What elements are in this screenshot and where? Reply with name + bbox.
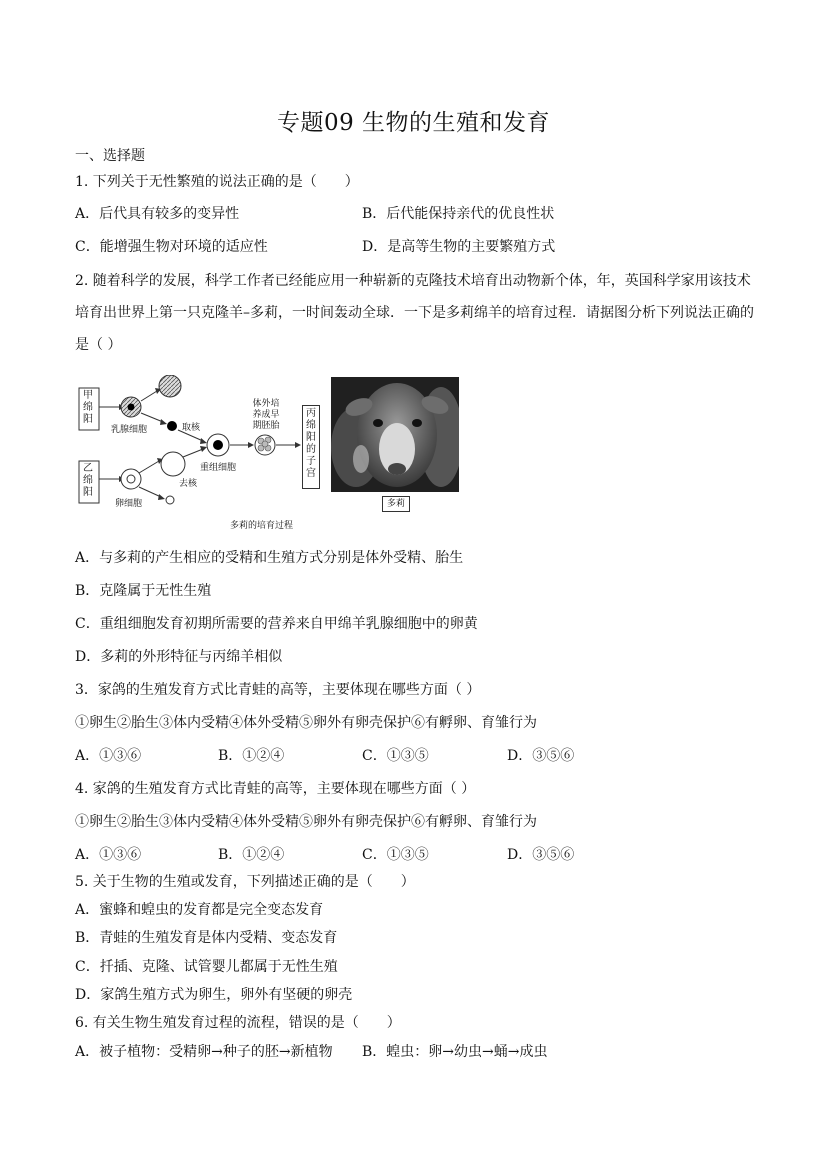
dolly-photo bbox=[331, 377, 459, 492]
q5-option-b: B．青蛙的生殖发育是体内受精、变态发育 bbox=[75, 930, 338, 946]
q6-option-a: A．被子植物：受精卵→种子的胚→新植物 bbox=[75, 1044, 333, 1060]
q3-option-c: C．①③⑤ bbox=[362, 748, 429, 764]
q6-stem: 6. 有关生物生殖发育过程的流程，错误的是（ ） bbox=[75, 1015, 401, 1031]
uterus-label: 丙绵阳的子宫 bbox=[302, 405, 320, 489]
recombined-label: 重组细胞 bbox=[200, 463, 237, 473]
enucleated-egg bbox=[161, 452, 185, 476]
figure-caption: 多莉的培育过程 bbox=[230, 521, 294, 531]
q1-option-d: D．是高等生物的主要繁殖方式 bbox=[362, 239, 556, 255]
q5-option-c: C．扦插、克隆、试管婴儿都属于无性生殖 bbox=[75, 959, 338, 975]
donor-nucleus bbox=[167, 421, 177, 431]
sheep-b-label: 乙绵阳 bbox=[83, 463, 93, 498]
q6-option-b: B．蝗虫：卵→幼虫→蛹→成虫 bbox=[362, 1044, 548, 1060]
q1-stem: 1. 下列关于无性繁殖的说法正确的是（ ） bbox=[75, 174, 359, 190]
q4-stem: 4. 家鸽的生殖发育方式比青蛙的高等，主要体现在哪些方面（ ） bbox=[75, 781, 476, 797]
q2-stem: 2. 随着科学的发展，科学工作者已经能应用一种崭新的克隆技术培育出动物新个体，年，英国科学家用该技术培育出世界上第一只克隆羊–多莉，一时间轰动全球．一下是多莉绵羊的培育过程．请据图分析下列说法正确的是（ ） bbox=[75, 273, 754, 353]
q4-option-d: D．③⑤⑥ bbox=[507, 847, 575, 863]
q2-option-b: B．克隆属于无性生殖 bbox=[75, 583, 212, 599]
culture-label: 体外培养成早期胚胎 bbox=[252, 399, 280, 431]
q3-option-a: A．①③⑥ bbox=[75, 748, 142, 764]
q3-items: ①卵生②胎生③体内受精④体外受精⑤卵外有卵壳保护⑥有孵卵、育雏行为 bbox=[75, 715, 537, 731]
q4-option-c: C．①③⑤ bbox=[362, 847, 429, 863]
q1-option-b: B．后代能保持亲代的优良性状 bbox=[362, 206, 555, 222]
q4-items: ①卵生②胎生③体内受精④体外受精⑤卵外有卵壳保护⑥有孵卵、育雏行为 bbox=[75, 814, 537, 830]
remove-nucleus-label: 去核 bbox=[179, 479, 198, 489]
section-heading: 一、选择题 bbox=[75, 148, 145, 164]
q1-option-a: A．后代具有较多的变异性 bbox=[75, 206, 240, 222]
mammary-label: 乳腺细胞 bbox=[111, 425, 148, 435]
q3-stem: 3．家鸽的生殖发育方式比青蛙的高等，主要体现在哪些方面（ ） bbox=[75, 682, 481, 698]
q5-option-d: D．家鸽生殖方式为卵生，卵外有坚硬的卵壳 bbox=[75, 987, 353, 1003]
page-title: 专题09 生物的生殖和发育 bbox=[276, 110, 551, 136]
egg-label: 卵细胞 bbox=[115, 499, 143, 509]
early-embryo bbox=[255, 435, 275, 455]
q2-option-a: A．与多莉的产生相应的受精和生殖方式分别是体外受精、胎生 bbox=[75, 550, 464, 566]
q4-option-a: A．①③⑥ bbox=[75, 847, 142, 863]
q3-option-d: D．③⑤⑥ bbox=[507, 748, 575, 764]
q3-option-b: B．①②④ bbox=[218, 748, 285, 764]
q5-stem: 5. 关于生物的生殖或发育，下列描述正确的是（ ） bbox=[75, 874, 415, 890]
sheep-a-label: 甲绵阳 bbox=[83, 390, 93, 425]
take-nucleus-label: 取核 bbox=[182, 423, 201, 433]
q5-option-a: A．蜜蜂和蝗虫的发育都是完全变态发育 bbox=[75, 902, 324, 918]
removed-nucleus bbox=[166, 496, 174, 504]
remnant-cell bbox=[159, 375, 181, 397]
cloning-diagram bbox=[75, 375, 335, 510]
q4-option-b: B．①②④ bbox=[218, 847, 285, 863]
q1-option-c: C．能增强生物对环境的适应性 bbox=[75, 239, 268, 255]
dolly-label: 多莉 bbox=[382, 496, 410, 512]
q2-option-d: D．多莉的外形特征与丙绵羊相似 bbox=[75, 649, 283, 665]
q2-option-c: C．重组细胞发育初期所需要的营养来自甲绵羊乳腺细胞中的卵黄 bbox=[75, 616, 478, 632]
